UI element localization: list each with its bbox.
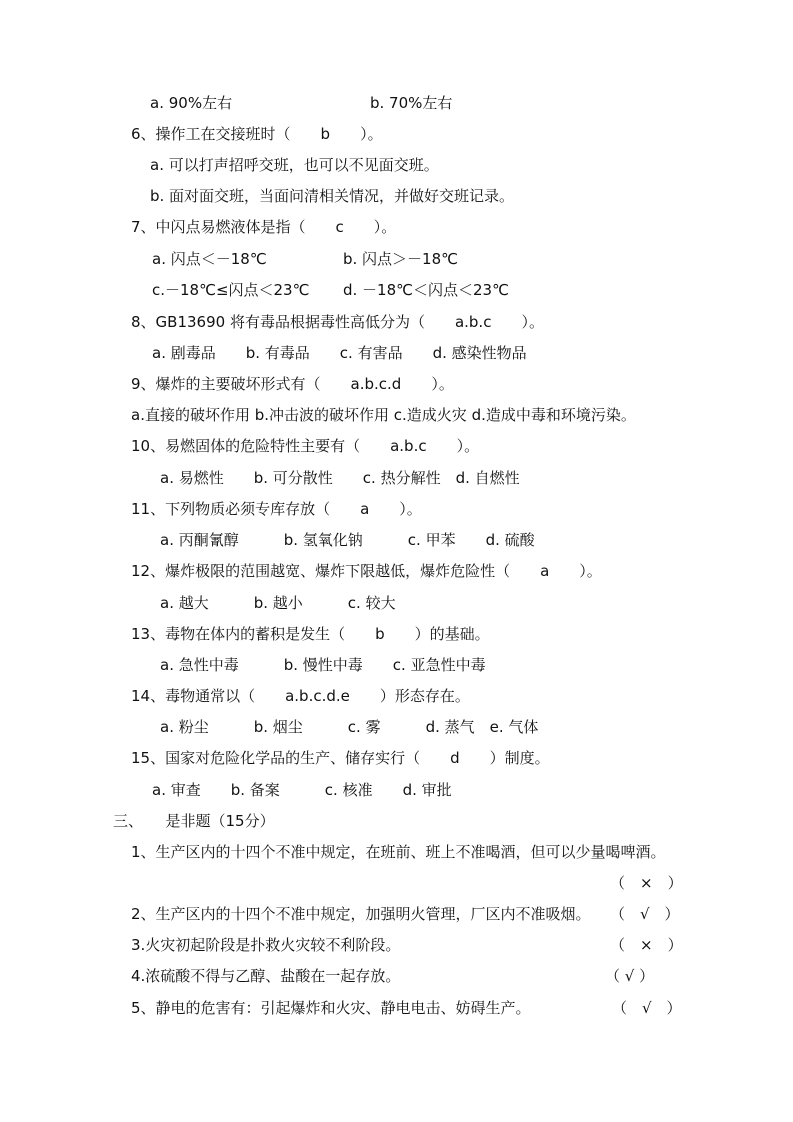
- question-11: 11、下列物质必须专库存放（ a ）。: [131, 500, 422, 518]
- question-10: 10、易燃固体的危险特性主要有（ a.b.c ）。: [131, 437, 480, 455]
- question-7-option-c: c.－18℃≤闪点＜23℃: [152, 281, 310, 299]
- question-12: 12、爆炸极限的范围越宽、爆炸下限越低，爆炸危险性（ a ）。: [131, 562, 602, 580]
- question-13: 13、毒物在体内的蓄积是发生（ b ）的基础。: [131, 625, 490, 643]
- tf-question-1: 1、生产区内的十四个不准中规定，在班前、班上不准喝酒，但可以少量喝啤酒。: [131, 843, 666, 861]
- tf-answer-1: （ × ）: [610, 874, 683, 892]
- question-7-option-d: d. －18℃＜闪点＜23℃: [343, 281, 509, 299]
- tf-answer-5: （ √ ）: [612, 999, 682, 1017]
- question-6-option-a: a. 可以打声招呼交班，也可以不见面交班。: [150, 156, 439, 174]
- option-6-prev-b: b. 70%左右: [370, 94, 453, 112]
- tf-answer-4: （ √ ）: [605, 967, 655, 985]
- question-6-option-b: b. 面对面交班，当面问清相关情况，并做好交班记录。: [150, 187, 515, 205]
- question-14: 14、毒物通常以（ a.b.c.d.e ）形态存在。: [131, 687, 470, 705]
- question-15: 15、国家对危险化学品的生产、储存实行（ d ）制度。: [131, 749, 550, 767]
- section-three-heading: 三、 是非题（15分）: [113, 812, 275, 830]
- question-7-option-b: b. 闪点＞－18℃: [343, 250, 458, 268]
- question-8: 8、GB13690 将有毒品根据毒性高低分为（ a.b.c ）。: [131, 313, 544, 331]
- question-13-options: a. 急性中毒 b. 慢性中毒 c. 亚急性中毒: [160, 656, 486, 674]
- tf-question-3: 3.火灾初起阶段是扑救火灾较不利阶段。: [131, 936, 401, 954]
- question-14-options: a. 粉尘 b. 烟尘 c. 雾 d. 蒸气 e. 气体: [160, 718, 539, 736]
- question-9: 9、爆炸的主要破坏形式有（ a.b.c.d ）。: [131, 375, 454, 393]
- tf-question-2: 2、生产区内的十四个不准中规定，加强明火管理，厂区内不准吸烟。: [131, 905, 591, 923]
- question-8-options: a. 剧毒品 b. 有毒品 c. 有害品 d. 感染性物品: [152, 344, 527, 362]
- question-11-options: a. 丙酮氰醇 b. 氢氧化钠 c. 甲苯 d. 硫酸: [160, 531, 535, 549]
- option-6-prev-a: a. 90%左右: [150, 94, 233, 112]
- question-9-options: a.直接的破坏作用 b.冲击波的破坏作用 c.造成火灾 d.造成中毒和环境污染。: [131, 406, 636, 424]
- question-15-options: a. 审查 b. 备案 c. 核准 d. 审批: [152, 781, 452, 799]
- tf-answer-3: （ × ）: [610, 936, 683, 954]
- tf-question-5: 5、静电的危害有：引起爆炸和火灾、静电电击、妨碍生产。: [131, 999, 531, 1017]
- question-10-options: a. 易燃性 b. 可分散性 c. 热分解性 d. 自燃性: [160, 469, 520, 487]
- question-7: 7、中闪点易燃液体是指（ c ）。: [131, 218, 397, 236]
- tf-question-4: 4.浓硫酸不得与乙醇、盐酸在一起存放。: [131, 967, 401, 985]
- question-7-option-a: a. 闪点＜－18℃: [152, 250, 267, 268]
- question-12-options: a. 越大 b. 越小 c. 较大: [160, 594, 396, 612]
- tf-answer-2: （ √ ）: [610, 905, 680, 923]
- question-6: 6、操作工在交接班时（ b ）。: [131, 125, 383, 143]
